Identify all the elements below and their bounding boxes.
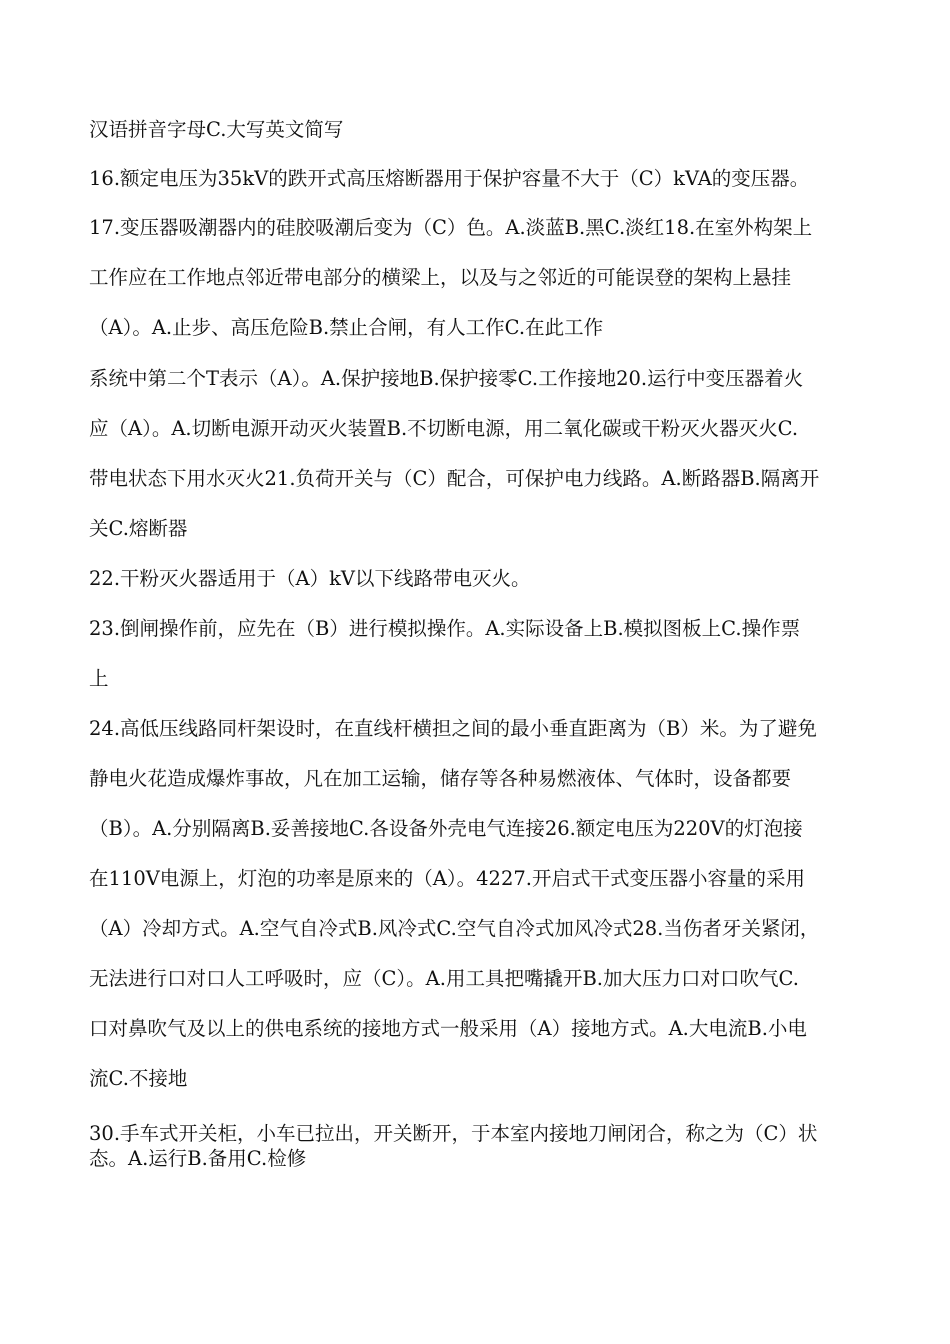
text-line: 态。A.运行B.备用C.检修 [89, 1147, 307, 1170]
text-line: 24.高低压线路同杆架设时，在直线杆横担之间的最小垂直距离为（B）米。为了避免 [89, 717, 817, 740]
text-line: 带电状态下用水灭火21.负荷开关与（C）配合，可保护电力线路。A.断路器B.隔离开 [89, 467, 820, 490]
text-line: 17.变压器吸潮器内的硅胶吸潮后变为（C）色。A.淡蓝B.黑C.淡红18.在室外构架上 [89, 216, 813, 239]
text-line: 静电火花造成爆炸事故，凡在加工运输，储存等各种易燃液体、气体时，设备都要 [89, 767, 792, 790]
text-line: 汉语拼音字母C.大写英文简写 [89, 118, 344, 141]
text-line: 22.干粉灭火器适用于（A）kV以下线路带电灭火。 [89, 567, 531, 590]
text-line: （B）。A.分别隔离B.妥善接地C.各设备外壳电气连接26.额定电压为220V的灯泡接 [89, 817, 803, 840]
text-line: 在110V电源上，灯泡的功率是原来的（A）。4227.开启式干式变压器小容量的采用 [89, 867, 805, 890]
text-line: 系统中第二个T表示（A）。A.保护接地B.保护接零C.工作接地20.运行中变压器着火 [89, 367, 804, 390]
text-line: 工作应在工作地点邻近带电部分的横梁上，以及与之邻近的可能误登的架构上悬挂 [89, 266, 792, 289]
text-line: 23.倒闸操作前，应先在（B）进行模拟操作。A.实际设备上B.模拟图板上C.操作票 [89, 617, 801, 640]
text-line: 30.手车式开关柜，小车已拉出，开关断开，于本室内接地刀闸闭合，称之为（C）状 [89, 1122, 818, 1145]
text-line: 应（A）。A.切断电源开动灭火装置B.不切断电源，用二氧化碳或干粉灭火器灭火C. [89, 417, 799, 440]
text-line: 16.额定电压为35kV的跌开式高压熔断器用于保护容量不大于（C）kVA的变压器。 [89, 167, 810, 190]
text-line: 无法进行口对口人工呼吸时，应（C）。A.用工具把嘴撬开B.加大压力口对口吹气C. [89, 967, 799, 990]
text-line: 流C.不接地 [89, 1067, 188, 1090]
text-line: 口对鼻吹气及以上的供电系统的接地方式一般采用（A）接地方式。A.大电流B.小电 [89, 1017, 807, 1040]
text-line: （A）。A.止步、高压危险B.禁止合闸，有人工作C.在此工作 [89, 316, 604, 339]
text-line: 关C.熔断器 [89, 517, 188, 540]
text-line: 上 [89, 667, 109, 690]
text-line: （A）冷却方式。A.空气自冷式B.风冷式C.空气自冷式加风冷式28.当伤者牙关紧闭， [89, 917, 820, 940]
